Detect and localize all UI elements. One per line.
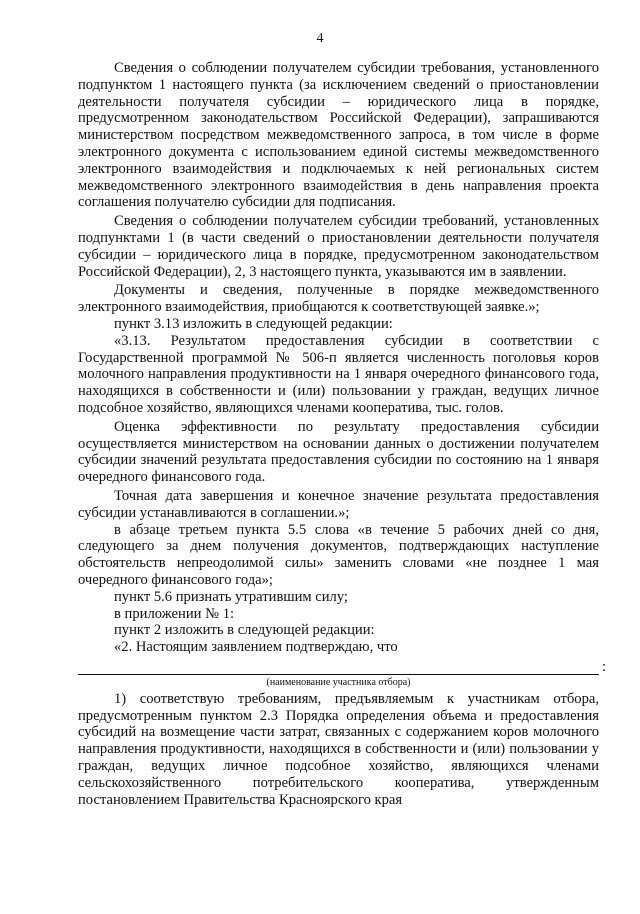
participant-name-caption: (наименование участника отбора) — [266, 676, 411, 688]
paragraph-efficiency-assessment: Оценка эффективности по результату предоставления субсидии осуществляется министерством на основании данных о достижении получателем субсидии значений результата предоставления субсидии по состоянию на 1 января очередного финансового года. — [78, 418, 599, 486]
paragraph-item-3-13-result: «3.13. Результатом предоставления субсидии в соответствии с Государственной программой № 506-п является численность поголовья коров молочного направления продуктивности на 1 января очередного финансового года, находящихся в собственности и (или) пользовании у граждан, ведущих личное подсобное хозяйство, являющихся членами кооператива, тыс. голов. — [78, 332, 599, 416]
paragraph-completion-date: Точная дата завершения и конечное значение результата предоставления субсидии устанавливаются в соглашении.»; — [78, 487, 599, 521]
paragraph-compliance-info: Сведения о соблюдении получателем субсидии требования, установленного подпунктом 1 настоящего пункта (за исключением сведений о приостановлении деятельности получателя субсидии – юридического лица в порядке, предусмотренном законодательством Российской Федерации), запрашиваются министерством посредством межведомственного запроса, в том числе в форме электронного документа с использованием единой системы межведомственного электронного взаимодействия и подключаемых к ней региональных систем межведомственного электронного взаимодействия в день направления проекта соглашения получателю субсидии для подписания. — [78, 60, 599, 211]
document-body — [78, 60, 606, 808]
paragraph-item-2-intro: пункт 2 изложить в следующей редакции: — [114, 622, 375, 639]
paragraph-declaration-start: «2. Настоящим заявлением подтверждаю, что — [114, 639, 398, 656]
paragraph-compliance-requirements: Сведения о соблюдении получателем субсидии требований, установленных подпунктами 1 (в части сведений о приостановлении деятельности получателя субсидии – юридического лица в порядке, предусмотренном законодательством Российской Федерации), 2, 3 настоящего пункта, указываются им в заявлении. — [78, 213, 599, 280]
page-number: 4 — [316, 31, 324, 46]
paragraph-item-5-6-void: пункт 5.6 признать утратившим силу; — [114, 588, 348, 605]
paragraph-appendix-1: в приложении № 1: — [114, 605, 235, 622]
participant-name-colon: : — [601, 659, 606, 676]
participant-name-line — [78, 658, 606, 676]
paragraph-item-3-13-intro: пункт 3.13 изложить в следующей редакции: — [114, 315, 393, 332]
paragraph-item-5-5-amendment: в абзаце третьем пункта 5.5 слова «в течение 5 рабочих дней со дня, следующего за днем получения документов, подтверждающих наступление обстоятельств непреодолимой силы» заменить словами «не позднее 1 мая очередного финансового года»; — [78, 521, 599, 588]
paragraph-documents-attached: Документы и сведения, полученные в порядке межведомственного электронного взаимодействия, приобщаются к соответствующей заявке.»; — [78, 282, 599, 316]
paragraph-requirement-1: 1) соответствую требованиям, предъявляемым к участникам отбора, предусмотренным пунктом 2.3 Порядка определения объема и предоставления субсидий на возмещение части затрат, связанных с содержанием коров молочного направления продуктивности, находящихся в собственности и (или) пользовании у граждан, ведущих личное подсобное хозяйство, являющихся членами сельскохозяйственного потребительского кооператива, утвержденным постановлением Правительства Красноярского края — [78, 690, 599, 808]
